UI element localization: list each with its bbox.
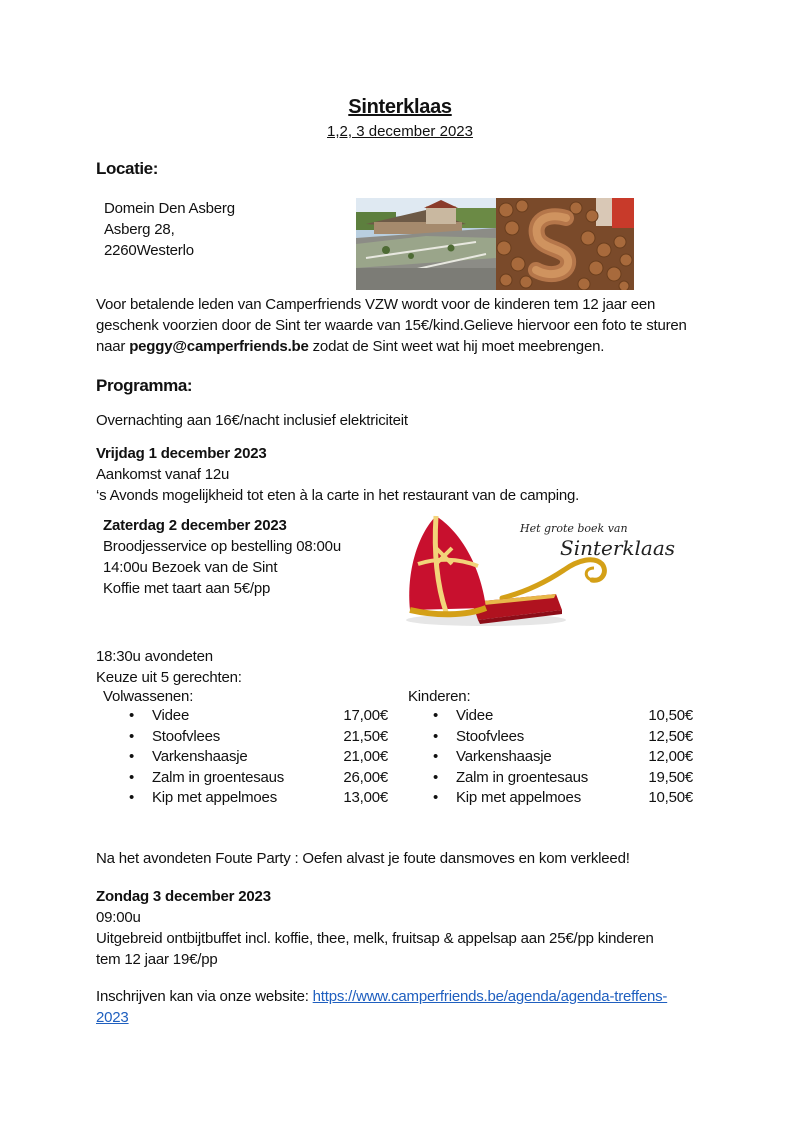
zaterdag-line: 14:00u Bezoek van de Sint bbox=[103, 559, 278, 576]
zaterdag-section bbox=[103, 515, 403, 599]
zondag-line: 09:00u bbox=[96, 909, 141, 926]
dish-name: Stoofvlees bbox=[152, 727, 221, 745]
contact-email[interactable]: peggy@camperfriends.be bbox=[129, 338, 309, 355]
overnachting-text: Overnachting aan 16€/nacht inclusief elektriciteit bbox=[96, 412, 408, 429]
dish-price: 12,50€ bbox=[648, 727, 693, 745]
intro-paragraph bbox=[96, 294, 736, 357]
avondeten-line: 18:30u avondeten bbox=[96, 648, 213, 665]
zondag-section bbox=[96, 886, 736, 970]
menu-item bbox=[129, 768, 388, 789]
intro-text: zodat de Sint weet wat hij moet meebrengen. bbox=[308, 338, 605, 355]
book-caption-small: Het grote boek van bbox=[520, 522, 628, 535]
zaterdag-heading: Zaterdag 2 december 2023 bbox=[103, 517, 287, 534]
vrijdag-section bbox=[96, 443, 736, 506]
intro-text: naar bbox=[96, 338, 130, 355]
menu-item bbox=[129, 727, 388, 748]
dish-name: Videe bbox=[152, 707, 190, 724]
address-line: Domein Den Asberg bbox=[104, 200, 235, 217]
zaterdag-line: Koffie met taart aan 5€/pp bbox=[103, 580, 271, 597]
zondag-heading: Zondag 3 december 2023 bbox=[96, 888, 271, 905]
address-block bbox=[104, 198, 235, 261]
dish-price: 12,00€ bbox=[648, 748, 693, 766]
programma-heading: Programma: bbox=[96, 376, 193, 395]
inschrijven-line bbox=[96, 986, 736, 1007]
dish-price: 21,00€ bbox=[343, 748, 388, 766]
menu-item bbox=[433, 768, 693, 789]
bullet: • bbox=[433, 768, 439, 786]
vrijdag-line: ‘s Avonds mogelijkheid tot eten à la carte in het restaurant van de camping. bbox=[96, 487, 580, 504]
dish-price: 17,00€ bbox=[343, 707, 388, 724]
zaterdag-line: Broodjesservice op bestelling 08:00u bbox=[103, 538, 341, 555]
bullet: • bbox=[129, 768, 135, 786]
bullet: • bbox=[129, 727, 135, 745]
menu-item bbox=[433, 747, 693, 768]
bullet: • bbox=[129, 707, 135, 724]
zondag-line: Uitgebreid ontbijtbuffet incl. koffie, thee, melk, fruitsap & appelsap aan 25€/pp kinderen bbox=[96, 930, 654, 947]
avondeten-line: Keuze uit 5 gerechten: bbox=[96, 669, 242, 686]
vrijdag-line: Aankomst vanaf 12u bbox=[96, 466, 230, 483]
book-caption-title: Sinterklaas bbox=[560, 536, 676, 560]
avondeten-intro bbox=[96, 646, 242, 688]
volwassenen-menu bbox=[129, 706, 388, 809]
dish-name: Kip met appelmoes bbox=[152, 789, 278, 807]
party-text: Na het avondeten Foute Party : Oefen alvast je foute dansmoves en kom verkleed! bbox=[96, 850, 630, 867]
bullet: • bbox=[433, 707, 439, 724]
dish-name: Zalm in groentesaus bbox=[456, 768, 589, 786]
inschrijven-line bbox=[96, 1007, 736, 1028]
dish-price: 13,00€ bbox=[343, 789, 388, 807]
dish-price: 26,00€ bbox=[343, 768, 388, 786]
kinderen-menu bbox=[433, 706, 693, 809]
speculaas-photo bbox=[496, 198, 634, 290]
locatie-heading: Locatie: bbox=[96, 159, 158, 178]
address-line: 2260Westerlo bbox=[104, 242, 194, 259]
bullet: • bbox=[433, 789, 439, 807]
document-title: Sinterklaas bbox=[348, 96, 452, 118]
dish-price: 21,50€ bbox=[343, 727, 388, 745]
bullet: • bbox=[129, 789, 135, 807]
dish-price: 10,50€ bbox=[648, 707, 693, 724]
event-dates: 1,2, 3 december 2023 bbox=[327, 123, 473, 140]
campsite-photo bbox=[356, 198, 496, 290]
dish-price: 19,50€ bbox=[648, 768, 693, 786]
inschrijven-text: Inschrijven kan via onze website: bbox=[96, 988, 313, 1005]
registration-link-continued[interactable]: 2023 bbox=[96, 1009, 129, 1026]
bullet: • bbox=[129, 748, 135, 766]
menu-item bbox=[433, 706, 693, 727]
address-line: Asberg 28, bbox=[104, 221, 175, 238]
inschrijven-section bbox=[96, 986, 736, 1028]
dish-name: Stoofvlees bbox=[456, 727, 525, 745]
registration-link[interactable]: https://www.camperfriends.be/agenda/agenda-treffens- bbox=[312, 988, 668, 1005]
menu-item bbox=[129, 706, 388, 727]
volwassenen-label: Volwassenen: bbox=[103, 688, 194, 705]
intro-line: Voor betalende leden van Camperfriends VZW wordt voor de kinderen tem 12 jaar een bbox=[96, 296, 656, 313]
kinderen-label: Kinderen: bbox=[408, 688, 471, 705]
menu-item bbox=[129, 747, 388, 768]
bullet: • bbox=[433, 727, 439, 745]
vrijdag-heading: Vrijdag 1 december 2023 bbox=[96, 445, 267, 462]
dish-name: Varkenshaasje bbox=[152, 748, 248, 766]
dish-name: Kip met appelmoes bbox=[456, 789, 582, 807]
intro-line: geschenk voorzien door de Sint ter waarde van 15€/kind.Gelieve hiervoor een foto te sturen bbox=[96, 317, 687, 334]
menu-item bbox=[129, 788, 388, 809]
intro-line bbox=[96, 336, 736, 357]
sinterklaas-book-image bbox=[406, 512, 686, 628]
dish-price: 10,50€ bbox=[648, 789, 693, 807]
bullet: • bbox=[433, 748, 439, 766]
menu-item bbox=[433, 788, 693, 809]
zondag-line: tem 12 jaar 19€/pp bbox=[96, 951, 218, 968]
dish-name: Videe bbox=[456, 707, 494, 724]
menu-item bbox=[433, 727, 693, 748]
dish-name: Varkenshaasje bbox=[456, 748, 552, 766]
dish-name: Zalm in groentesaus bbox=[152, 768, 285, 786]
